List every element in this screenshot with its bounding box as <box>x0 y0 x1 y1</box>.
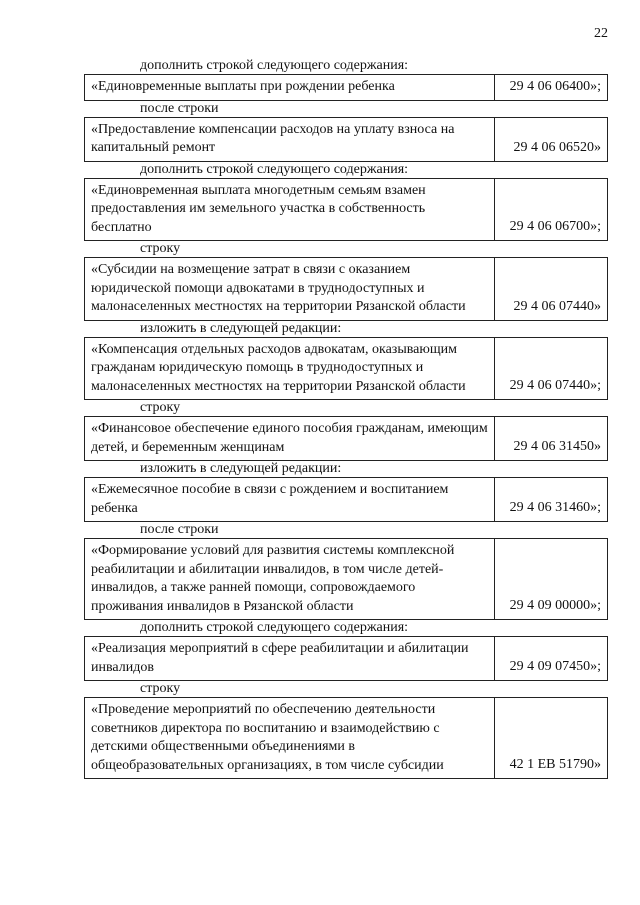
row-6-text: «Финансовое обеспечение единого пособия гражданам, имеющим детей, и беременным женщинам <box>91 421 488 455</box>
instruction-7: изложить в следующей редакции: <box>140 461 342 476</box>
instruction-5: изложить в следующей редакции: <box>140 320 342 336</box>
row-3-text: «Единовременная выплата многодетным семьям взамен предоставления им земельного участка в собственность бесплатно <box>91 182 426 235</box>
row-10-text: «Проведение мероприятий по обеспечению деятельности советников директора по воспитанию и взаимодействию с детскими общественными объединениями в общеобразовательных организациях, в том числе субсидии <box>91 702 444 773</box>
table-row-5 <box>84 337 608 401</box>
row-5-code: 29 4 06 07440»; <box>494 338 607 400</box>
table-row-9 <box>84 636 608 681</box>
row-5-text: «Компенсация отдельных расходов адвокатам, оказывающим гражданам юридическую помощь в труднодоступных и малонаселенных местностях на территории Рязанской области <box>91 341 466 394</box>
row-1-text: «Единовременные выплаты при рождении ребенка <box>91 79 395 94</box>
table-row-10 <box>84 697 608 779</box>
table-row-2 <box>84 117 608 162</box>
row-10-code: 42 1 ЕВ 51790» <box>494 698 607 778</box>
table-row-6 <box>84 416 608 461</box>
row-2-code: 29 4 06 06520» <box>494 118 607 161</box>
row-1-code: 29 4 06 06400»; <box>494 75 607 100</box>
instruction-10: строку <box>140 681 181 696</box>
document-body <box>84 58 608 779</box>
table-row-8 <box>84 538 608 620</box>
row-2-text: «Предоставление компенсации расходов на уплату взноса на капитальный ремонт <box>91 121 455 155</box>
row-3-code: 29 4 06 06700»; <box>494 179 607 241</box>
instruction-2: после строки <box>140 100 219 116</box>
table-row-7 <box>84 477 608 522</box>
row-4-code: 29 4 06 07440» <box>494 258 607 320</box>
instruction-6: строку <box>140 400 181 415</box>
row-4-text: «Субсидии на возмещение затрат в связи с оказанием юридической помощи адвокатами в труднодоступных и малонаселенных местностях на территории Рязанской области <box>91 262 466 314</box>
instruction-4: строку <box>140 241 181 256</box>
page-number: 22 <box>594 26 608 41</box>
row-8-code: 29 4 09 00000»; <box>494 539 607 619</box>
row-8-text: «Формирование условий для развития системы комплексной реабилитации и абилитации инвалидов, в том числе детей-инвалидов, а также ранней помощи, сопровождаемого проживания инвалидов в Рязанской области <box>91 543 455 614</box>
row-9-text: «Реализация мероприятий в сфере реабилитации и абилитации инвалидов <box>91 641 469 675</box>
instruction-3: дополнить строкой следующего содержания: <box>140 161 409 177</box>
row-6-code: 29 4 06 31450» <box>494 417 607 460</box>
instruction-8: после строки <box>140 522 219 537</box>
instruction-1: дополнить строкой следующего содержания: <box>140 58 409 73</box>
table-row-3 <box>84 178 608 242</box>
table-row-4 <box>84 257 608 321</box>
row-9-code: 29 4 09 07450»; <box>494 637 607 680</box>
table-row-1 <box>84 74 608 101</box>
instruction-9: дополнить строкой следующего содержания: <box>140 620 409 635</box>
row-7-text: «Ежемесячное пособие в связи с рождением и воспитанием ребенка <box>91 482 449 516</box>
row-7-code: 29 4 06 31460»; <box>494 478 607 521</box>
